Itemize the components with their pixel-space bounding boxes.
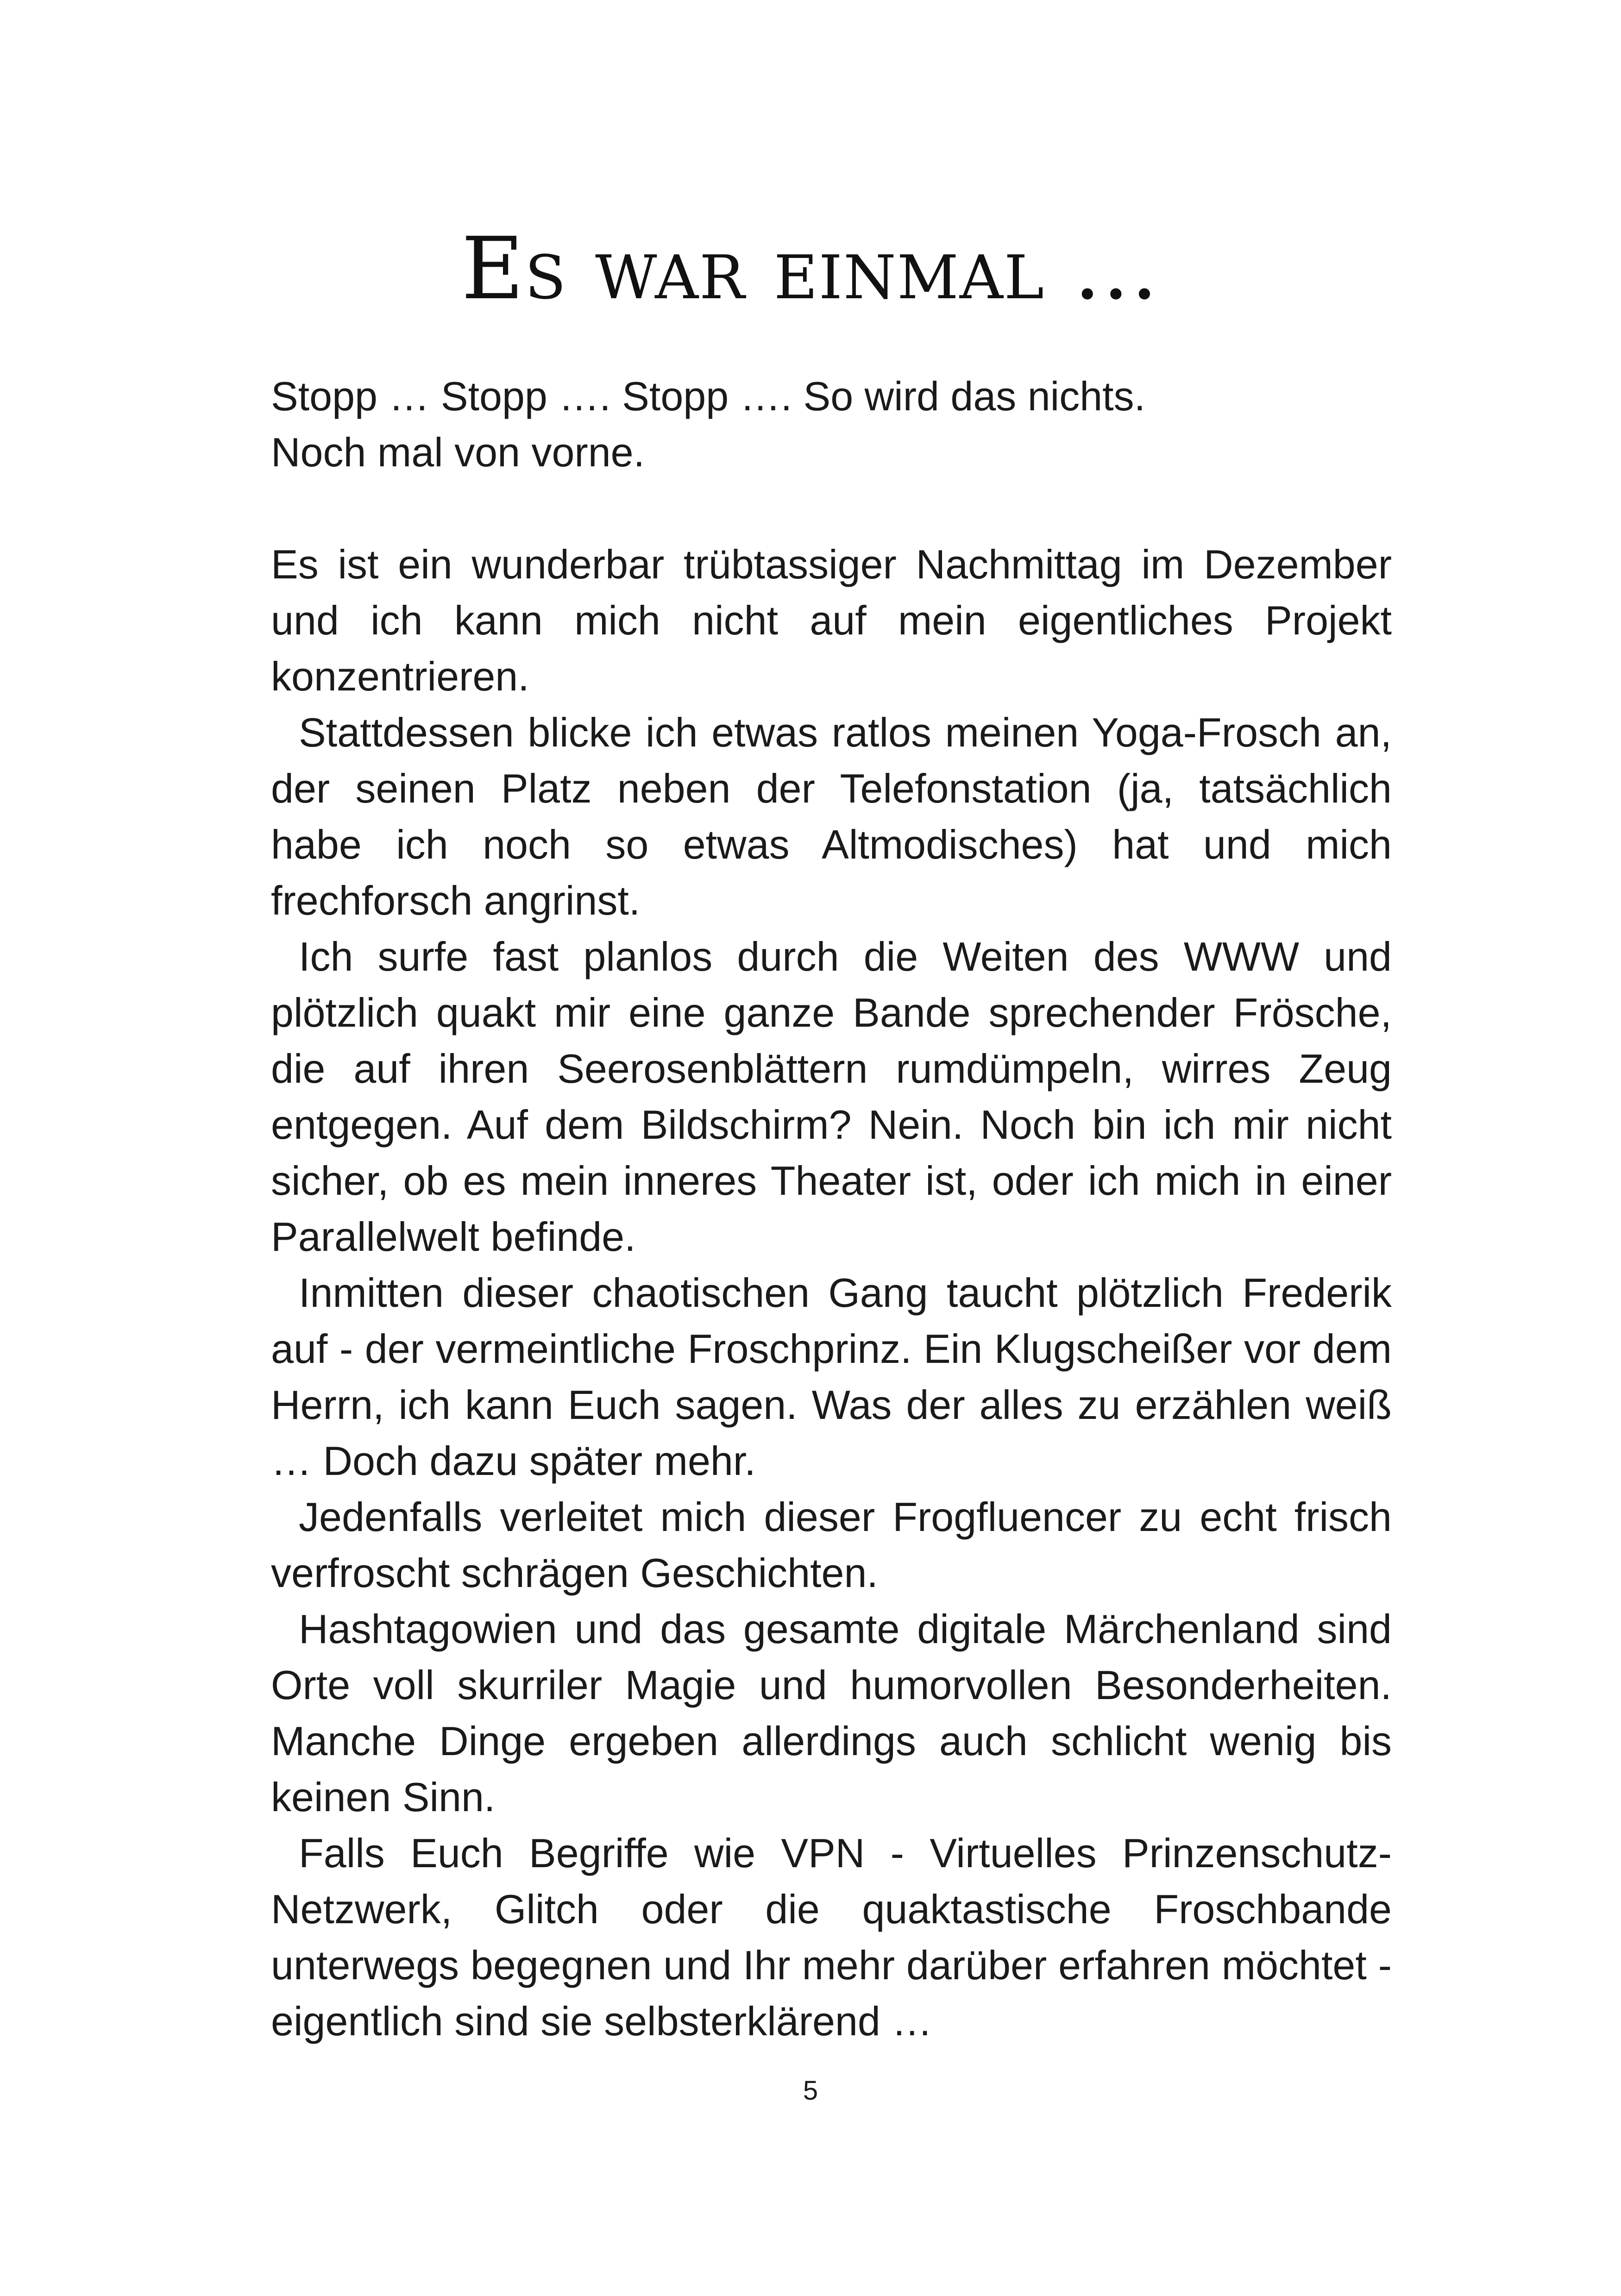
paragraph-6: Hashtagowien und das gesamte digitale Märchenland sind Orte voll skurriler Magie und humorvollen Besonderheiten. Manche Dinge ergeben allerdings auch schlicht wenig bis keinen Sinn. xyxy=(271,1606,1392,1820)
paragraph-5: Jedenfalls verleitet mich dieser Frogfluencer zu echt frisch verfroscht schrägen Geschichten. xyxy=(271,1494,1392,1596)
opening-line-1: Stopp … Stopp …. Stopp …. So wird das nichts. xyxy=(271,373,1146,419)
chapter-title: Es war einmal … xyxy=(461,219,1160,319)
paragraph-2: Stattdessen blicke ich etwas ratlos meinen Yoga-Frosch an, der seinen Platz neben der Telefonstation (ja, tatsächlich habe ich noch so etwas Altmodisches) hat und mich frechforsch angrinst. xyxy=(271,709,1392,923)
paragraph-gap xyxy=(271,480,1392,536)
opening-line-2: Noch mal von vorne. xyxy=(271,429,645,475)
paragraph-1: Es ist ein wunderbar trübtassiger Nachmittag im Dezember und ich kann mich nicht auf mein eigentliches Projekt konzentrieren. xyxy=(271,541,1392,699)
paragraph-7: Falls Euch Begriffe wie VPN - Virtuelles Prinzenschutz-Netzwerk, Glitch oder die quaktastische Froschbande unterwegs begegnen und Ihr mehr darüber erfahren möchtet - eigentlich sind sie selbsterklärend … xyxy=(271,1830,1392,2044)
paragraph-3: Ich surfe fast planlos durch die Weiten des WWW und plötzlich quakt mir eine ganze Bande sprechender Frösche, die auf ihren Seerosenblättern rumdümpeln, wirres Zeug entgegen. Auf dem Bildschirm? Nein. Noch bin ich mir nicht sicher, ob es mein inneres Theater ist, oder ich mich in einer Parallelwelt befinde. xyxy=(271,934,1392,1260)
page-number: 5 xyxy=(803,2076,818,2106)
paragraph-4: Inmitten dieser chaotischen Gang taucht plötzlich Frederik auf - der vermeintliche Froschprinz. Ein Klugscheißer vor dem Herrn, ich kann Euch sagen. Was der alles zu erzählen weiß … Doch dazu später mehr. xyxy=(271,1270,1392,1484)
body-text xyxy=(271,368,1392,2049)
